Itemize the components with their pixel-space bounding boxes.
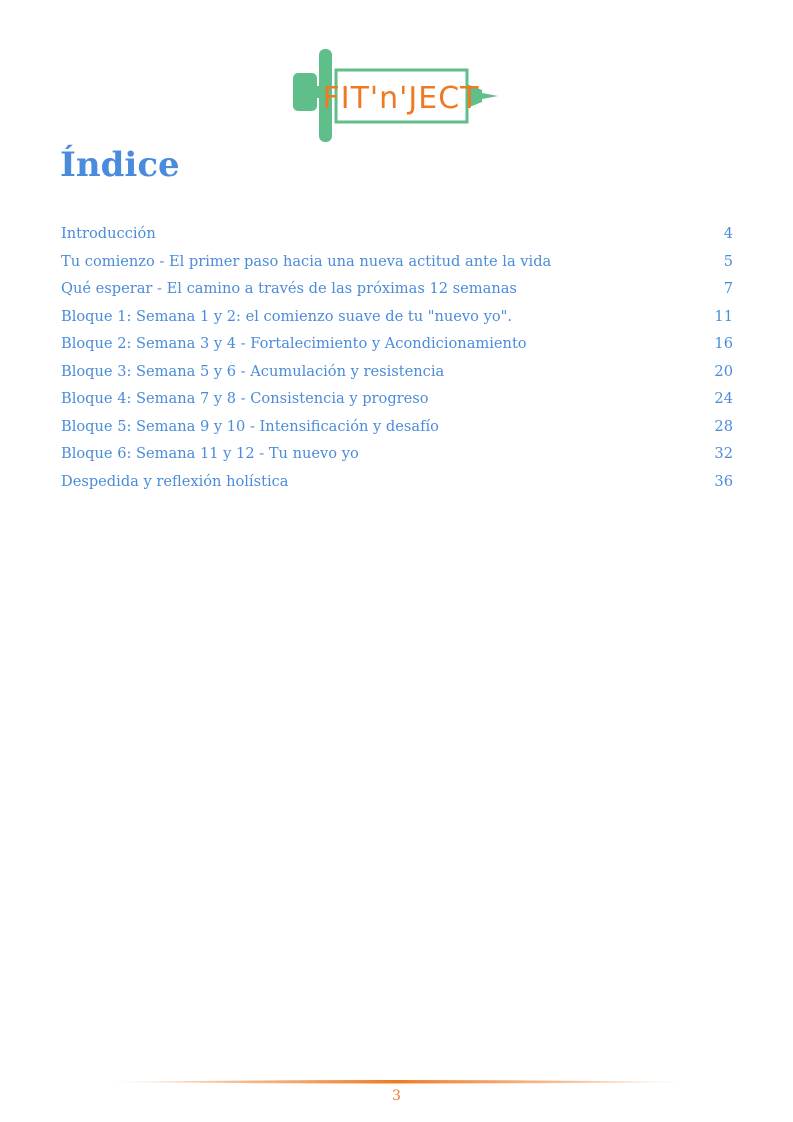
toc-entry-label[interactable]: Qué esperar - El camino a través de las próximas 12 semanas [61,280,517,297]
toc-entry[interactable] [61,440,733,468]
toc-entry-page[interactable]: 32 [714,445,733,462]
toc-entry-page[interactable]: 5 [723,252,733,270]
toc-entry-page[interactable]: 36 [714,472,733,490]
toc-entry-page[interactable]: 16 [714,335,733,352]
toc-entry-label[interactable]: Bloque 1: Semana 1 y 2: el comienzo suave de tu "nuevo yo". [61,307,512,325]
toc-entry-page[interactable]: 7 [723,280,733,297]
toc-entry[interactable] [61,248,733,276]
logo [290,46,500,146]
toc-entry-page[interactable]: 24 [714,390,733,407]
toc-entry[interactable] [61,385,733,413]
toc-entry-page[interactable]: 28 [714,417,733,435]
toc-entry-label[interactable]: Bloque 5: Semana 9 y 10 - Intensificación y desafío [61,417,439,435]
toc-entry-label[interactable]: Despedida y reflexión holística [61,472,289,490]
table-of-contents [61,220,733,495]
toc-entry-page[interactable]: 4 [723,225,733,242]
toc-entry-label[interactable]: Bloque 2: Semana 3 y 4 - Fortalecimiento y Acondicionamiento [61,335,527,352]
toc-entry-page[interactable]: 20 [714,362,733,380]
toc-entry-label[interactable]: Introducción [61,225,156,242]
toc-entry-label[interactable]: Bloque 3: Semana 5 y 6 - Acumulación y resistencia [61,362,445,380]
toc-entry[interactable] [61,303,733,331]
toc-entry-label[interactable]: Tu comienzo - El primer paso hacia una nueva actitud ante la vida [61,252,552,270]
toc-entry-label[interactable]: Bloque 6: Semana 11 y 12 - Tu nuevo yo [61,445,359,462]
toc-entry[interactable] [61,413,733,441]
page-number: 3 [392,1088,401,1104]
toc-entry-label[interactable]: Bloque 4: Semana 7 y 8 - Consistencia y progreso [61,390,429,407]
logo-text: FIT'n'JECT [322,81,480,116]
toc-entry[interactable] [61,220,733,248]
toc-entry-page[interactable]: 11 [714,307,733,325]
toc-entry[interactable] [61,468,733,496]
toc-entry[interactable] [61,330,733,358]
page-title: Índice [60,145,180,185]
toc-entry[interactable] [61,275,733,303]
syringe-icon [290,46,500,146]
footer-divider [110,1078,682,1086]
toc-entry[interactable] [61,358,733,386]
